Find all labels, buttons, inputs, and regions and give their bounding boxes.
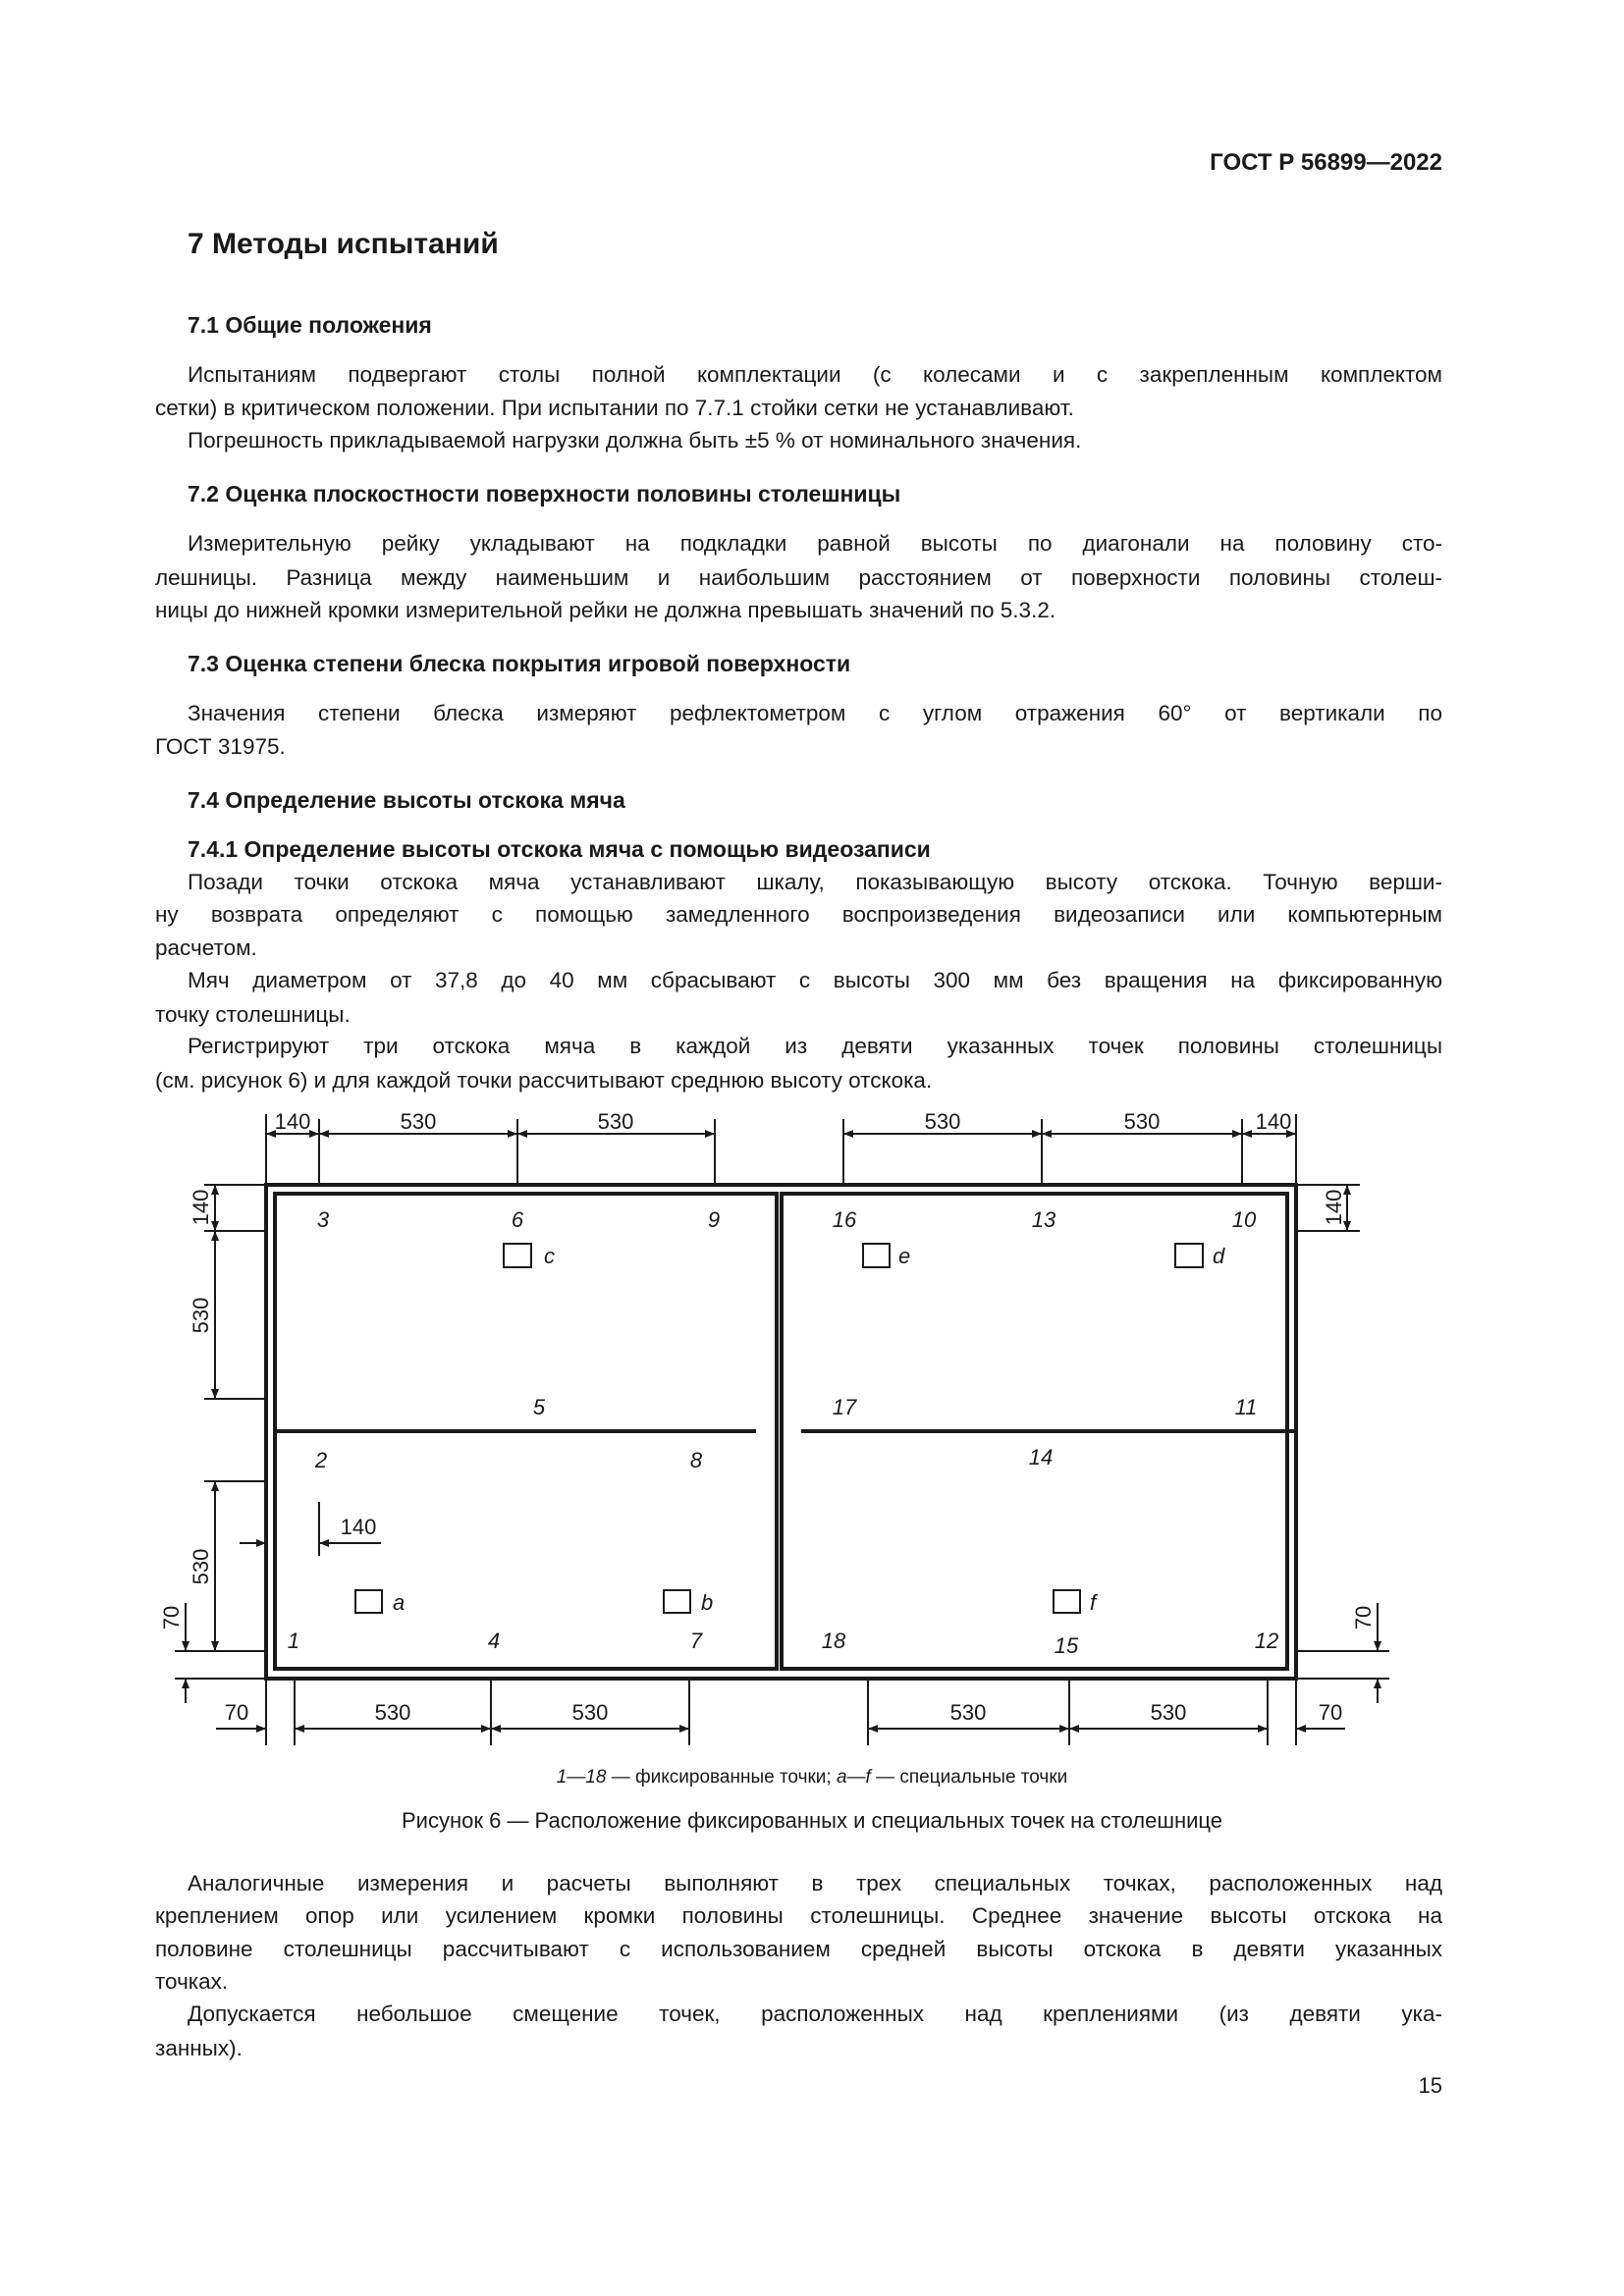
dim-label: 70 [1318, 1700, 1343, 1725]
legend-special-text: — специальные точки [870, 1767, 1068, 1788]
special-point-marker [1054, 1590, 1080, 1613]
special-point-marker [664, 1590, 690, 1613]
point-label: 6 [511, 1207, 524, 1232]
special-point-label: d [1213, 1244, 1225, 1268]
subsection-7-4-title: 7.4 Определение высоты отскока мяча [188, 787, 625, 813]
point-label: 2 [314, 1448, 328, 1472]
special-point-label: e [898, 1244, 911, 1268]
special-point-label: f [1090, 1590, 1097, 1615]
paragraph-line: Погрешность прикладываемой нагрузки должна быть ±5 % от номинального значения. [188, 428, 1082, 453]
document-id: ГОСТ Р 56899—2022 [1210, 149, 1442, 176]
special-point-label: a [393, 1590, 406, 1615]
special-point-marker [1175, 1244, 1203, 1267]
point-label: 15 [1054, 1633, 1079, 1658]
page-number: 15 [1418, 2073, 1442, 2098]
dim-label: 140 [340, 1515, 377, 1539]
paragraph-line: лешницы. Разница между наименьшим и наибольшим расстоянием от поверхности половины столеш- [155, 565, 1442, 590]
special-point-label: b [701, 1590, 714, 1615]
paragraph-line: Регистрируют три отскока мяча в каждой из девяти указанных точек половины столешницы [188, 1034, 1442, 1058]
dim-label: 140 [189, 1189, 213, 1226]
point-label: 13 [1031, 1207, 1056, 1232]
dim-label: 530 [924, 1109, 961, 1134]
paragraph-line: Измерительную рейку укладывают на подкладки равной высоты по диагонали на половину сто- [188, 531, 1442, 556]
paragraph-line: половине столешницы рассчитывают с использованием средней высоты отскока в девяти указанных [155, 1937, 1442, 1961]
dim-label: 70 [159, 1605, 184, 1630]
dim-label: 530 [189, 1548, 213, 1585]
section-title: 7 Методы испытаний [188, 228, 499, 260]
point-label: 10 [1231, 1207, 1257, 1232]
paragraph-line: точку столешницы. [155, 1002, 351, 1027]
point-label: 16 [832, 1207, 857, 1232]
paragraph-line: Аналогичные измерения и расчеты выполняют в трех специальных точках, расположенных над [188, 1871, 1442, 1896]
paragraph-line: точках. [155, 1969, 229, 1994]
subsection-7-3-title: 7.3 Оценка степени блеска покрытия игровой поверхности [188, 651, 851, 676]
paragraph-line: (см. рисунок 6) и для каждой точки рассчитывают среднюю высоту отскока. [155, 1068, 933, 1093]
dim-label: 70 [1351, 1605, 1376, 1630]
subsection-7-1-title: 7.1 Общие положения [188, 312, 432, 338]
special-point-markers [355, 1244, 1203, 1613]
special-point-marker [355, 1590, 382, 1613]
dim-label: 530 [597, 1109, 634, 1134]
dim-label: 530 [189, 1297, 213, 1334]
dim-label: 530 [374, 1700, 411, 1725]
dim-label: 140 [274, 1109, 311, 1134]
point-label: 17 [832, 1395, 857, 1419]
paragraph-line: ГОСТ 31975. [155, 734, 286, 759]
legend-fixed-range: 1—18 [556, 1767, 607, 1788]
paragraph-line: Допускается небольшое смещение точек, расположенных над креплениями (из девяти ука- [188, 2002, 1442, 2026]
paragraph-line: ницы до нижней кромки измерительной рейки не должна превышать значений по 5.3.2. [155, 598, 1056, 622]
dim-label: 530 [400, 1109, 437, 1134]
dim-label: 70 [224, 1700, 249, 1725]
dim-label: 140 [1255, 1109, 1292, 1134]
paragraph-line: Значения степени блеска измеряют рефлектометром с углом отражения 60° от вертикали по [188, 701, 1442, 725]
point-label: 11 [1234, 1395, 1258, 1419]
point-label: 1 [287, 1629, 300, 1653]
figure-legend [0, 1767, 1624, 1789]
subsection-7-4-1-title: 7.4.1 Определение высоты отскока мяча с помощью видеозаписи [188, 836, 931, 862]
point-label: 7 [689, 1629, 703, 1653]
figure-caption: Рисунок 6 — Расположение фиксированных и специальных точек на столешнице [401, 1808, 1222, 1833]
dim-label: 530 [1123, 1109, 1161, 1134]
point-label: 9 [707, 1207, 721, 1232]
dim-label: 530 [1150, 1700, 1187, 1725]
dim-label: 140 [1322, 1189, 1346, 1226]
paragraph-line: сетки) в критическом положении. При испытании по 7.7.1 стойки сетки не устанавливают. [155, 396, 1074, 420]
paragraph-line: Позади точки отскока мяча устанавливают шкалу, показывающую высоту отскока. Точную верши- [188, 870, 1442, 894]
paragraph-line: Мяч диаметром от 37,8 до 40 мм сбрасывают с высоты 300 мм без вращения на фиксированную [188, 968, 1442, 992]
paragraph-line: ну возврата определяют с помощью замедленного воспроизведения видеозаписи или компьютерным [155, 902, 1442, 927]
legend-fixed-text: — фиксированные точки; [606, 1767, 837, 1788]
dim-label: 530 [949, 1700, 987, 1725]
point-label: 12 [1254, 1629, 1279, 1653]
paragraph-line: Испытаниям подвергают столы полной комплектации (с колесами и с закрепленным комплектом [188, 362, 1442, 387]
paragraph-line: расчетом. [155, 935, 257, 960]
paragraph-line: креплением опор или усилением кромки половины столешницы. Среднее значение высоты отскока на [155, 1903, 1442, 1928]
point-label: 18 [821, 1629, 846, 1653]
table-outline [266, 1185, 1296, 1679]
legend-special-range: a—f [836, 1767, 871, 1788]
point-label: 8 [689, 1448, 703, 1472]
special-point-marker [863, 1244, 890, 1267]
point-label: 14 [1028, 1445, 1054, 1469]
point-label: 3 [316, 1207, 330, 1232]
subsection-7-2-title: 7.2 Оценка плоскостности поверхности половины столешницы [188, 481, 901, 507]
dim-label: 530 [571, 1700, 609, 1725]
special-point-marker [504, 1244, 531, 1267]
paragraph-line: занных). [155, 2036, 243, 2060]
point-label: 4 [487, 1629, 501, 1653]
point-label: 5 [532, 1395, 546, 1419]
special-point-label: c [544, 1244, 555, 1268]
